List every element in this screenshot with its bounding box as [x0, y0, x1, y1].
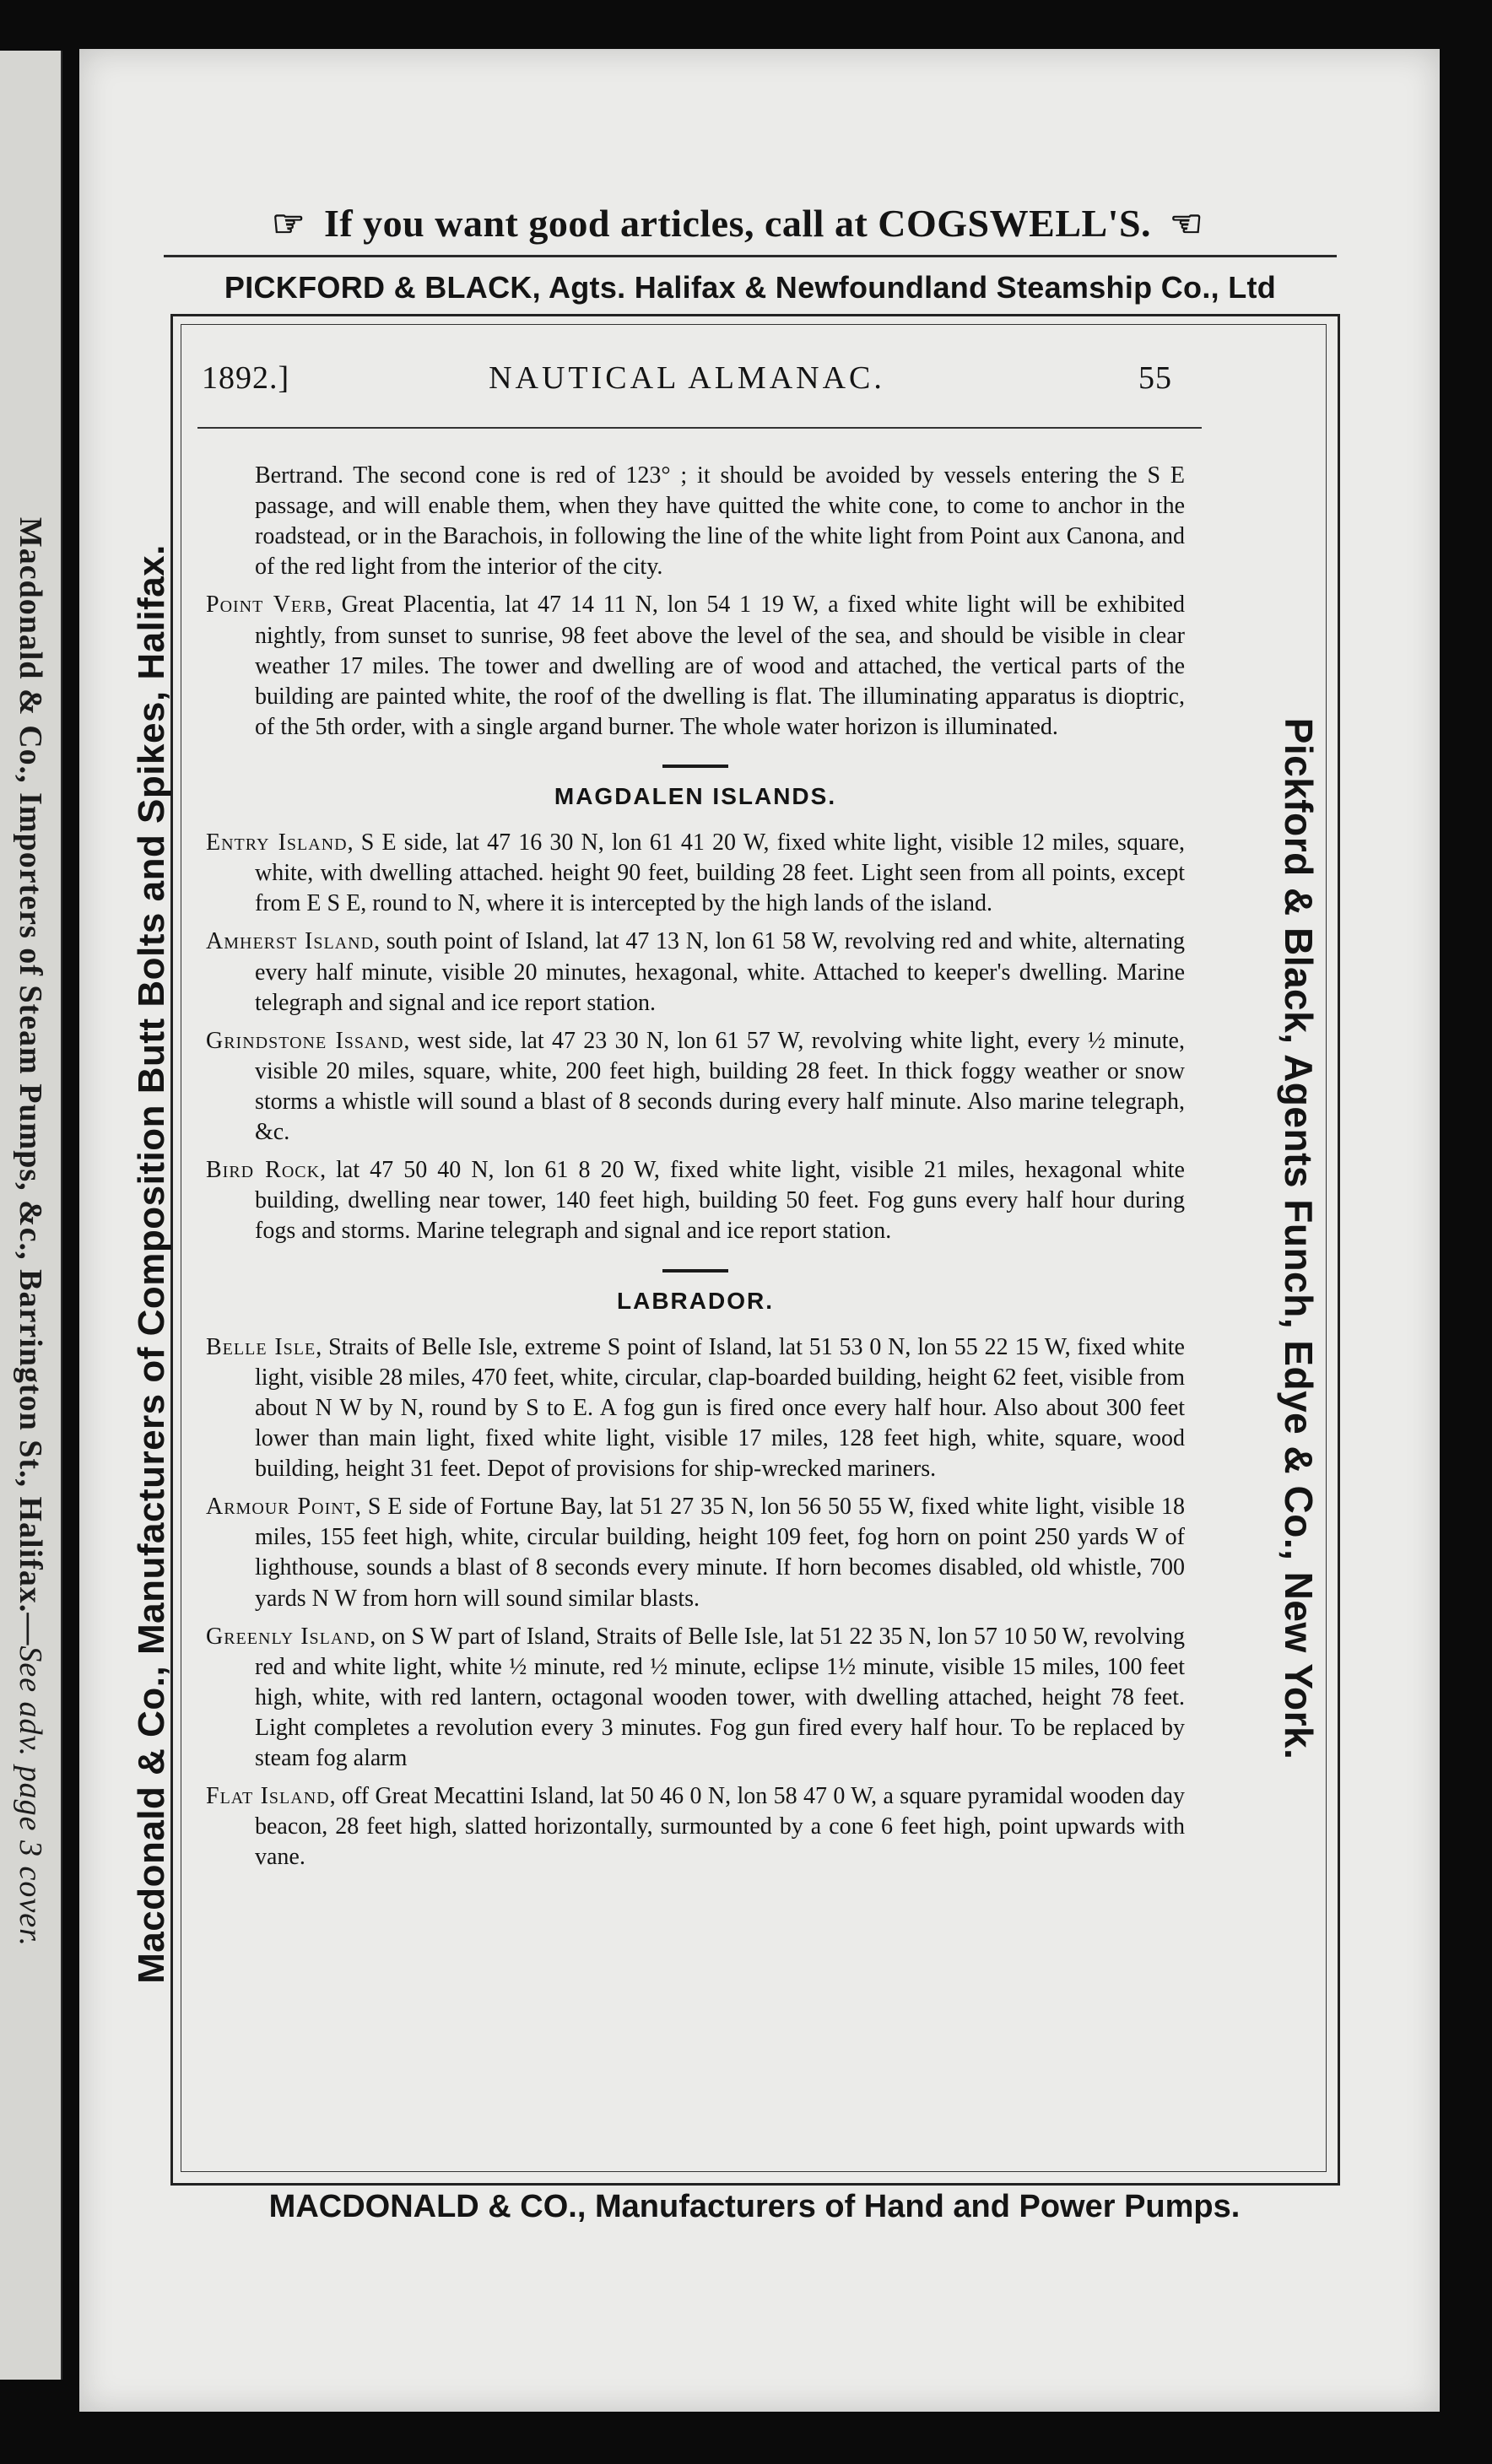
entry-name: Belle Isle	[206, 1333, 316, 1360]
continued-paragraph: Bertrand. The second cone is red of 123° ; it should be avoided by vessels entering the S E passage, and will enable them, when they have quitted the white cone, to come to anchor in the roadstead, or in the Barachois, in following the line of the white light from Point aux Canona, and of the red light from the interior of the city.	[255, 462, 1185, 581]
top-rule	[164, 255, 1337, 257]
header-title: NAUTICAL ALMANAC.	[489, 360, 885, 396]
entry-name: Entry Island	[206, 829, 348, 856]
page-number: 55	[1138, 360, 1172, 396]
entry-name: Flat Island	[206, 1783, 330, 1810]
right-margin-advertisement: Pickford & Black, Agents Funch, Edye & Co., New York.	[1277, 717, 1321, 1760]
entry-text: , south point of Island, lat 47 13 N, lon 61 58 W, revolving red and white, alternating every half minute, visible 20 minutes, hexagonal, white. Attached to keeper's dwelling. Marine telegraph and signal and ice report station.	[255, 928, 1185, 1016]
entry-text: , on S W part of Island, Straits of Belle Isle, lat 51 22 35 N, lon 57 10 50 W, revolving red and white light, white ½ minute, red ½ minute, eclipse 1½ minute, visible 15 miles, 100 feet high, white, with red lantern, octagonal wooden tower, with dwelling attached, height 78 feet. Light completes a revolution every 3 minutes. Fog gun fired every half hour. To be replaced by steam fog alarm	[255, 1623, 1185, 1772]
lighthouse-entry	[206, 1332, 1185, 1485]
entry-text: , west side, lat 47 23 30 N, lon 61 57 W, revolving white light, every ½ minute, visible 20 miles, square, white, 200 feet high, building 28 feet. In thick foggy weather or snow storms a whistle will sound a blast of 8 seconds during every half minute. Also marine telegraph, &c.	[255, 1027, 1185, 1146]
section-heading: LABRADOR.	[617, 1287, 774, 1314]
entry-text: , S E side of Fortune Bay, lat 51 27 35 N, lon 56 50 55 W, fixed white light, visible 18 miles, 155 feet high, white, circular building, height 109 feet, fog horn on point 250 yards W of lighthouse, sounds a blast of 8 seconds every minute. If horn becomes disabled, old whistle, 700 yards N W from horn will sound similar blasts.	[255, 1494, 1185, 1612]
section-divider	[662, 765, 728, 768]
section-magdalen-islands	[206, 765, 1185, 813]
entry-text: , S E side, lat 47 16 30 N, lon 61 41 20 W, fixed white light, visible 12 miles, square, white, with dwelling attached. height 90 feet, building 28 feet. Light seen from all points, except from E S E, round to N, where it is intercepted by the high lands of the island.	[255, 829, 1186, 917]
entry-name: Grindstone Issand	[206, 1027, 404, 1054]
top-advertisement	[138, 201, 1337, 246]
entry-name: Bird Rock	[206, 1157, 321, 1184]
bottom-advertisement: MACDONALD & CO., Manufacturers of Hand and Power Pumps.	[268, 2189, 1241, 2224]
lighthouse-entry	[206, 828, 1185, 919]
lighthouse-entry	[206, 1492, 1185, 1613]
entry-name: Armour Point	[206, 1494, 355, 1521]
running-header	[202, 359, 1299, 410]
lighthouse-entry	[206, 927, 1185, 1018]
entry-text: , Great Placentia, lat 47 14 11 N, lon 54 1 19 W, a fixed white light will be exhibited nightly, from sunset to sunrise, 98 feet above the level of the sea, and should be visible in clear weather 17 miles. The tower and dwelling are of wood and attached, the vertical parts of the building are painted white, the roof of the dwelling is flat. The illuminating apparatus is dioptric, of the 5th order, with a single argand burner. The whole water horizon is illuminated.	[255, 592, 1185, 740]
steamship-advertisement: PICKFORD & BLACK, Agts. Halifax & Newfoundland Steamship Co., Ltd	[224, 270, 1277, 305]
entry-name: Point Verb	[206, 592, 327, 619]
entry-name: Amherst Island	[206, 928, 375, 955]
top-advertisement-text: If you want good articles, call at COGSWELL'S.	[323, 202, 1152, 245]
header-year: 1892.]	[202, 360, 290, 396]
entry-name: Greenly Island	[206, 1623, 370, 1650]
section-labrador	[206, 1269, 1185, 1317]
lighthouse-entry	[206, 1781, 1185, 1872]
lighthouse-entry	[206, 1622, 1185, 1775]
entry-text: , Straits of Belle Isle, extreme S point of Island, lat 51 53 0 N, lon 55 22 15 W, fixed white light, visible 28 miles, 470 feet, white, circular, clap-boarded building, height 62 feet, visible from about N W by N, round by S to E. A fog gun is fired once every half hour. Also about 300 feet lower than main light, fixed white light, visible 17 miles, 128 feet high, white, square, wood building, height 31 feet. Depot of provisions for ship-wrecked mariners.	[255, 1333, 1185, 1483]
lighthouse-entry	[206, 1155, 1185, 1246]
left-margin-advertisement: Macdonald & Co., Manufacturers of Composition Butt Bolts and Spikes, Halifax.	[131, 544, 172, 1984]
adjacent-page-ad-italic: See adv. page 3 cover.	[13, 1645, 48, 1948]
pointing-hand-left-icon: ☜	[1170, 203, 1203, 245]
lighthouse-entry-point-verb	[206, 590, 1185, 743]
almanac-page	[79, 49, 1440, 2412]
adjacent-page-ad-text: Macdonald & Co., Importers of Steam Pumps, &c., Barrington St., Halifax.—	[13, 516, 48, 1646]
section-heading: MAGDALEN ISLANDS.	[554, 782, 837, 809]
adjacent-page-ad	[12, 517, 49, 1947]
pointing-hand-right-icon: ☞	[271, 203, 305, 245]
adjacent-page-strip	[0, 51, 62, 2380]
entry-text: , off Great Mecattini Island, lat 50 46 0 N, lon 58 47 0 W, a square pyramidal wooden day beacon, 28 feet high, slatted horizontally, surmounted by a cone 6 feet high, point upwards with vane.	[255, 1783, 1185, 1871]
section-divider	[662, 1269, 728, 1273]
header-rule	[197, 427, 1202, 429]
entry-text: , lat 47 50 40 N, lon 61 8 20 W, fixed white light, visible 21 miles, hexagonal white building, dwelling near tower, 140 feet high, building 50 feet. Fog guns every half hour during fogs and storms. Marine telegraph and signal and ice report station.	[255, 1157, 1185, 1245]
page-content	[206, 461, 1185, 1880]
lighthouse-entry	[206, 1026, 1185, 1148]
